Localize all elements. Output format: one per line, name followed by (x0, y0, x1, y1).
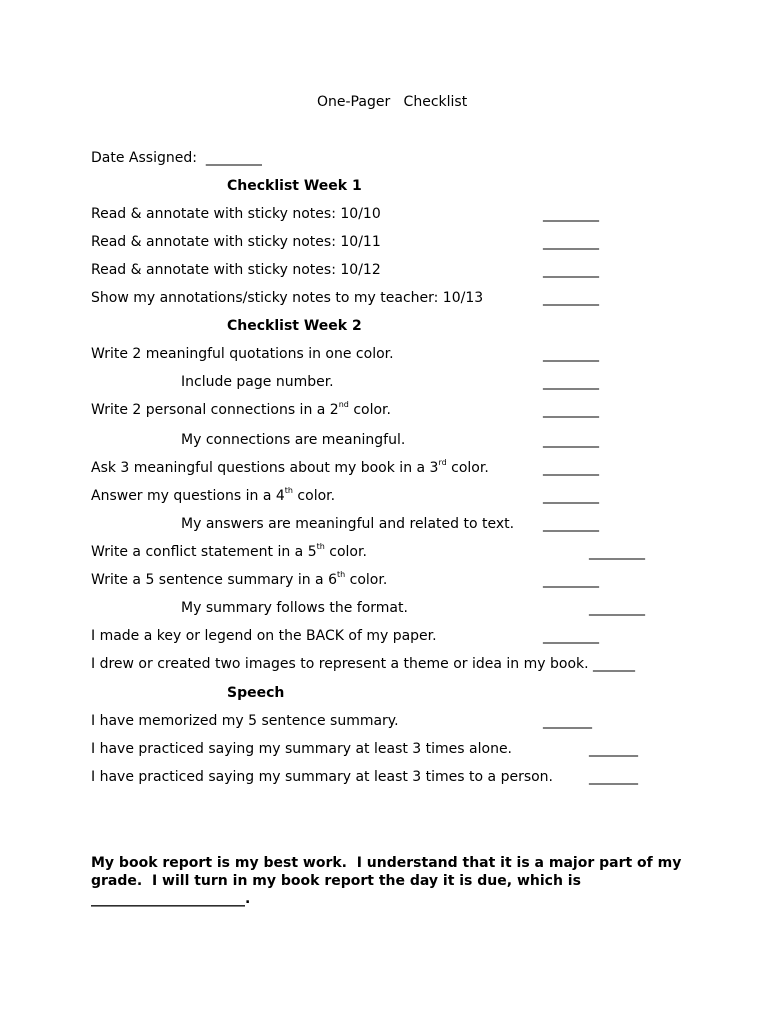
page-title: One-Pager Checklist (317, 94, 468, 110)
checklist-subitem: My answers are meaningful and related to text. (181, 516, 515, 532)
checklist-item-text: color. (348, 402, 391, 418)
checklist-item-text: color. (345, 572, 388, 588)
section-heading-week2: Checklist Week 2 (227, 318, 362, 334)
checklist-item-text: Answer my questions in a 4 (91, 488, 285, 504)
checklist-blank: ________ (543, 374, 599, 390)
ordinal-suffix: th (336, 570, 346, 580)
checklist-item-text: color. (446, 460, 489, 476)
date-assigned-label: Date Assigned: ________ (91, 150, 262, 166)
checklist-item: Read & annotate with sticky notes: 10/11 (91, 234, 381, 250)
checklist-blank: _______ (589, 769, 638, 785)
checklist-blank: _______ (543, 713, 592, 729)
checklist-subitem: My connections are meaningful. (181, 432, 406, 448)
checklist-item: I have memorized my 5 sentence summary. (91, 713, 399, 729)
checklist-blank: ________ (589, 600, 645, 616)
checklist-item-text: color. (292, 488, 336, 504)
checklist-item-text: Write 2 personal connections in a 2 (91, 402, 339, 418)
checklist-blank: _______ (589, 741, 638, 757)
checklist-blank: ________ (543, 460, 599, 476)
ordinal-suffix: nd (338, 400, 349, 410)
ordinal-suffix: rd (438, 458, 447, 468)
checklist-item-text: Ask 3 meaningful questions about my book in a 3 (91, 460, 439, 476)
checklist-blank: ________ (589, 544, 645, 560)
ordinal-suffix: th (316, 542, 325, 552)
checklist-item: I have practiced saying my summary at least 3 times alone. (91, 741, 513, 757)
checklist-item (91, 571, 387, 589)
ordinal-suffix: th (284, 486, 293, 496)
checklist-item (91, 543, 367, 561)
checklist-item: I made a key or legend on the BACK of my paper. (91, 628, 437, 644)
checklist-blank: ________ (543, 234, 599, 250)
checklist-item: I drew or created two images to represent a theme or idea in my book. ______ (91, 656, 636, 672)
section-heading-week1: Checklist Week 1 (227, 178, 362, 194)
checklist-blank: ________ (543, 290, 599, 306)
checklist-blank: ________ (543, 262, 599, 278)
checklist-item-text: Write a conflict statement in a 5 (91, 544, 317, 560)
checklist-item-text: color. (324, 544, 367, 560)
checklist-blank: ________ (543, 488, 599, 504)
checklist-item: Write 2 meaningful quotations in one color. (91, 346, 394, 362)
checklist-blank: ________ (543, 206, 599, 222)
checklist-item: Read & annotate with sticky notes: 10/12 (91, 262, 381, 278)
checklist-subitem: Include page number. (181, 374, 334, 390)
section-heading-speech: Speech (227, 685, 285, 701)
checklist-blank: ________ (543, 628, 599, 644)
closing-line: My book report is my best work. I understand that it is a major part of my (91, 855, 682, 871)
checklist-item: Read & annotate with sticky notes: 10/10 (91, 206, 381, 222)
closing-statement (91, 854, 691, 908)
closing-due-date-blank: ______________________. (91, 891, 251, 907)
checklist-item: I have practiced saying my summary at least 3 times to a person. (91, 769, 554, 785)
checklist-item (91, 487, 335, 505)
checklist-item-text: Write a 5 sentence summary in a 6 (91, 572, 337, 588)
checklist-blank: ________ (543, 432, 599, 448)
checklist-blank: ________ (543, 516, 599, 532)
checklist-blank: ________ (543, 572, 599, 588)
checklist-item (91, 401, 391, 419)
closing-line: grade. I will turn in my book report the day it is due, which is (91, 873, 581, 889)
checklist-subitem: My summary follows the format. (181, 600, 408, 616)
checklist-blank: ________ (543, 346, 599, 362)
checklist-blank: ________ (543, 402, 599, 418)
checklist-item: Show my annotations/sticky notes to my teacher: 10/13 (91, 290, 484, 306)
checklist-item (91, 459, 489, 477)
